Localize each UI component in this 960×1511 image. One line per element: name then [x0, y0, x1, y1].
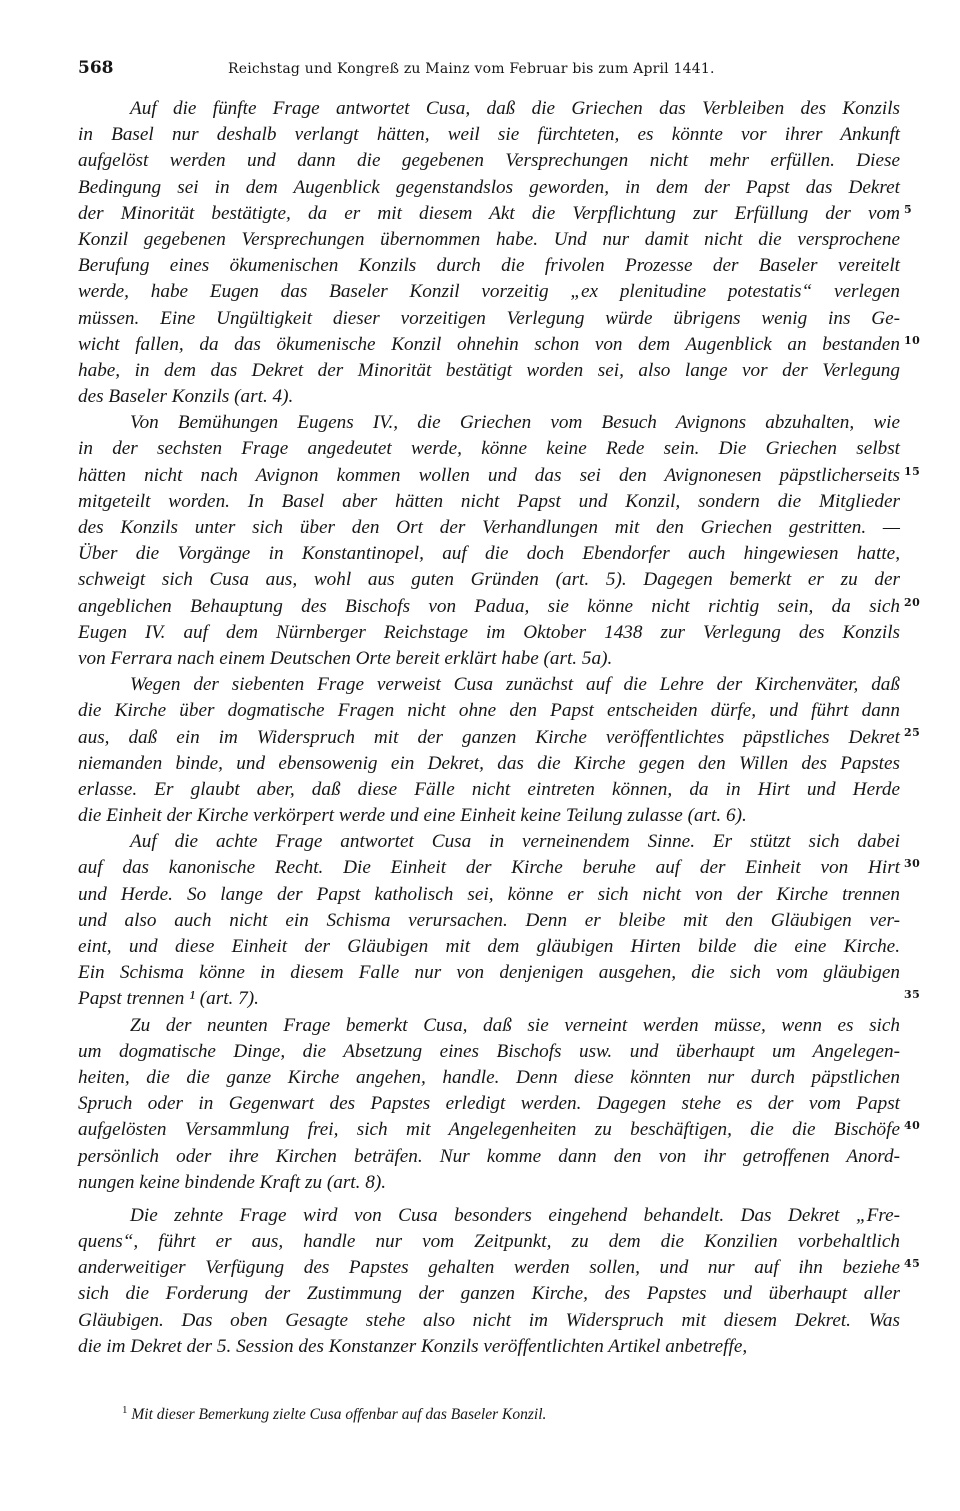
body-text	[78, 96, 921, 1360]
line-text: angeblichen Behauptung des Bischofs von Padua, sie könne nicht richtig sein, da sich	[78, 595, 900, 617]
line-text: Die zehnte Frage wird von Cusa besonders eingehend behandelt. Das Dekret „Fre-	[130, 1204, 900, 1226]
text-line	[78, 227, 900, 253]
paragraph	[78, 410, 921, 672]
line-text: Auf die fünfte Frage antwortet Cusa, daß die Griechen das Verbleiben des Konzils	[130, 98, 900, 119]
line-text: in der sechsten Frage angedeutet werde, könne keine Rede sein. Die Griechen selbst	[78, 438, 900, 460]
text-line	[78, 253, 900, 279]
text-line	[78, 1170, 900, 1196]
line-text: Über die Vorgänge in Konstantinopel, auf die doch Ebendorfer auch hingewiesen hatte,	[78, 543, 900, 565]
text-line	[78, 1255, 921, 1281]
text-line	[78, 175, 900, 201]
text-line	[78, 1144, 900, 1170]
line-text: habe, in dem das Dekret der Minorität bestätigt worden sei, also lange vor der Verlegung	[78, 359, 900, 381]
text-line	[78, 384, 900, 410]
line-number: 20	[904, 595, 921, 609]
text-line	[78, 1308, 900, 1334]
line-text: mitgeteilt worden. In Basel aber hätten nicht Papst und Konzil, sondern die Mitglieder	[78, 490, 900, 512]
line-text: Berufung eines ökumenischen Konzils durch die frivolen Prozesse der Baseler vereitelt	[78, 255, 900, 277]
line-text: Eugen IV. auf dem Nürnberger Reichstage im Oktober 1438 zur Verlegung des Konzils	[78, 621, 900, 643]
text-line	[78, 672, 900, 698]
line-text: werde, habe Eugen das Baseler Konzil vorzeitig „ex plenitudine potestatis“ verlegen	[78, 281, 900, 303]
line-text: und also auch nicht ein Schisma verursachen. Denn er bleibe mit den Gläubigen ver-	[78, 909, 900, 931]
line-text: sich die Forderung der Zustimmung der ganzen Kirche, des Papstes und überhaupt aller	[78, 1283, 900, 1305]
text-line	[78, 306, 900, 332]
line-text: von Ferrara nach einem Deutschen Orte bereit erklärt habe (art. 5a).	[78, 647, 613, 669]
footnote-marker: 1	[122, 1404, 128, 1416]
text-line	[78, 777, 900, 803]
text-line	[78, 489, 900, 515]
text-line	[78, 436, 900, 462]
line-text: aufgelöst werden und dann die gegebenen Versprechungen nicht mehr erfüllen. Diese	[78, 150, 900, 172]
text-line	[78, 463, 921, 489]
text-line	[78, 698, 900, 724]
text-line	[78, 934, 900, 960]
text-line	[78, 1091, 900, 1117]
line-text: Auf die achte Frage antwortet Cusa in verneinendem Sinne. Er stützt sich dabei	[130, 831, 900, 853]
text-line	[78, 594, 921, 620]
line-text: Zu der neunten Frage bemerkt Cusa, daß sie verneint werden müsse, wenn es sich	[130, 1014, 900, 1036]
line-text: anderweitiger Verfügung des Papstes gehalten werden sollen, und nur auf ihn beziehe	[78, 1257, 900, 1279]
line-text: aufgelösten Versammlung frei, sich mit Angelegenheiten zu beschäftigen, die die Bischöfe	[78, 1119, 900, 1141]
page-header	[78, 58, 900, 88]
line-text: Gläubigen. Das oben Gesagte stehe also nicht im Widerspruch mit diesem Dekret. Was	[78, 1309, 900, 1331]
line-text: die Einheit der Kirche verkörpert werde und eine Einheit keine Teilung zulasse (art. 6).	[78, 805, 747, 827]
paragraph	[78, 1013, 921, 1196]
text-line	[78, 1117, 921, 1143]
line-text: Ein Schisma könne in diesem Falle nur von denjenigen ausgehen, die sich vom gläubigen	[78, 962, 900, 984]
text-line	[78, 541, 900, 567]
text-line	[78, 1013, 900, 1039]
text-line	[78, 1065, 900, 1091]
line-text: des Konzils unter sich über den Ort der Verhandlungen mit den Griechen gestritten. —	[78, 517, 900, 538]
line-text: Wegen der siebenten Frage verweist Cusa zunächst auf die Lehre der Kirchenväter, daß	[130, 674, 900, 696]
text-line	[78, 1334, 900, 1360]
paragraph	[78, 829, 921, 1012]
line-text: Spruch oder in Gegenwart des Papstes erledigt werden. Dagegen stehe es der vom Papst	[78, 1093, 900, 1115]
text-line	[78, 358, 900, 384]
line-text: heiten, die die ganze Kirche angehen, handle. Denn diese könnten nur durch päpstlichen	[78, 1066, 900, 1088]
text-line	[78, 803, 900, 829]
line-number: 15	[904, 464, 921, 478]
paragraph	[78, 672, 921, 829]
line-text: der Minorität bestätigte, da er mit diesem Akt die Verpflichtung zur Erfüllung der vom	[78, 202, 900, 224]
text-line	[78, 908, 900, 934]
paragraph	[78, 1203, 921, 1360]
text-line	[78, 646, 900, 672]
line-text: Von Bemühungen Eugens IV., die Griechen vom Besuch Avignons abzuhalten, wie	[130, 412, 900, 434]
line-text: in Basel nur deshalb verlangt hätten, weil sie fürchteten, es könnte vor ihrer Ankunft	[78, 124, 900, 146]
text-line	[78, 515, 900, 541]
page-number: 568	[78, 58, 114, 78]
line-text: aus, daß ein im Widerspruch mit der ganzen Kirche veröffentlichtes päpstliches Dekret	[78, 726, 900, 748]
text-line	[78, 960, 900, 986]
text-line	[78, 751, 900, 777]
line-text: niemanden binde, und ebensowenig ein Dekret, das die Kirche gegen den Willen des Papstes	[78, 752, 900, 774]
text-line	[78, 148, 900, 174]
text-line	[78, 1229, 900, 1255]
line-text: quens“, führt er aus, handle nur vom Zeitpunkt, zu dem die Konzilien vorbehaltlich	[78, 1231, 900, 1253]
line-text: Papst trennen ¹ (art. 7).	[78, 988, 259, 1010]
text-line	[78, 986, 921, 1012]
text-line	[78, 725, 921, 751]
text-line	[78, 1039, 900, 1065]
line-text: Bedingung sei in dem Augenblick gegenstandslos geworden, in dem der Papst das Dekret	[78, 176, 900, 198]
line-text: die Kirche über dogmatische Fragen nicht ohne den Papst entscheiden dürfe, und führt dann	[78, 700, 900, 722]
line-text: die im Dekret der 5. Session des Konstanzer Konzils veröffentlichten Artikel anbetreffe,	[78, 1335, 748, 1357]
line-number: 35	[904, 988, 921, 1002]
text-line	[78, 201, 913, 227]
line-text: müssen. Eine Ungültigkeit dieser vorzeitigen Verlegung würde übrigens wenig ins Ge-	[78, 307, 900, 329]
text-line	[78, 410, 900, 436]
text-line	[78, 279, 900, 305]
text-line	[78, 620, 900, 646]
text-line	[78, 122, 900, 148]
line-text: auf das kanonische Recht. Die Einheit der Kirche beruhe auf der Einheit von Hirt	[78, 857, 900, 879]
text-line	[78, 1281, 900, 1307]
text-line	[78, 829, 900, 855]
line-number: 25	[904, 726, 921, 740]
paragraph	[78, 96, 921, 410]
line-text: eint, und diese Einheit der Gläubigen mit dem gläubigen Hirten bilde die eine Kirche.	[78, 936, 900, 957]
line-text: des Baseler Konzils (art. 4).	[78, 386, 294, 408]
text-line	[78, 1203, 900, 1229]
line-number: 10	[904, 333, 921, 347]
line-text: hätten nicht nach Avignon kommen wollen und das sei den Avignonesen päpstlicherseits	[78, 464, 900, 486]
line-number: 30	[904, 857, 921, 871]
line-text: um dogmatische Dinge, die Absetzung eines Bischofs usw. und überhaupt um Angelegen-	[78, 1040, 900, 1062]
line-text: nungen keine bindende Kraft zu (art. 8).	[78, 1171, 387, 1193]
line-number: 40	[904, 1119, 921, 1133]
line-text: und Herde. So lange der Papst katholisch sei, könne er sich nicht von der Kirche trennen	[78, 883, 900, 905]
line-text: schweigt sich Cusa aus, wohl aus guten Gründen (art. 5). Dagegen bemerkt er zu der	[78, 569, 900, 591]
line-number: 5	[904, 202, 913, 216]
line-text: erlasse. Er glaubt aber, daß diese Fälle nicht eintreten können, da in Hirt und Herde	[78, 778, 900, 800]
footnote	[122, 1404, 822, 1424]
footnote-text: Mit dieser Bemerkung zielte Cusa offenbar auf das Baseler Konzil.	[131, 1406, 547, 1424]
text-line	[78, 332, 921, 358]
line-number: 45	[904, 1257, 921, 1271]
text-line	[78, 567, 900, 593]
line-text: persönlich oder ihre Kirchen beträfen. Nur komme dann den von ihr getroffenen Anord-	[78, 1145, 900, 1167]
text-line	[78, 855, 921, 881]
line-text: wicht fallen, da das ökumenische Konzil ohnehin schon von dem Augenblick an bestanden	[78, 333, 900, 355]
running-head: Reichstag und Kongreß zu Mainz vom Februar bis zum April 1441.	[228, 61, 715, 77]
text-line	[78, 96, 900, 122]
text-line	[78, 882, 900, 908]
line-text: Konzil gegebenen Versprechungen übernommen habe. Und nur damit nicht die versprochene	[78, 228, 900, 250]
